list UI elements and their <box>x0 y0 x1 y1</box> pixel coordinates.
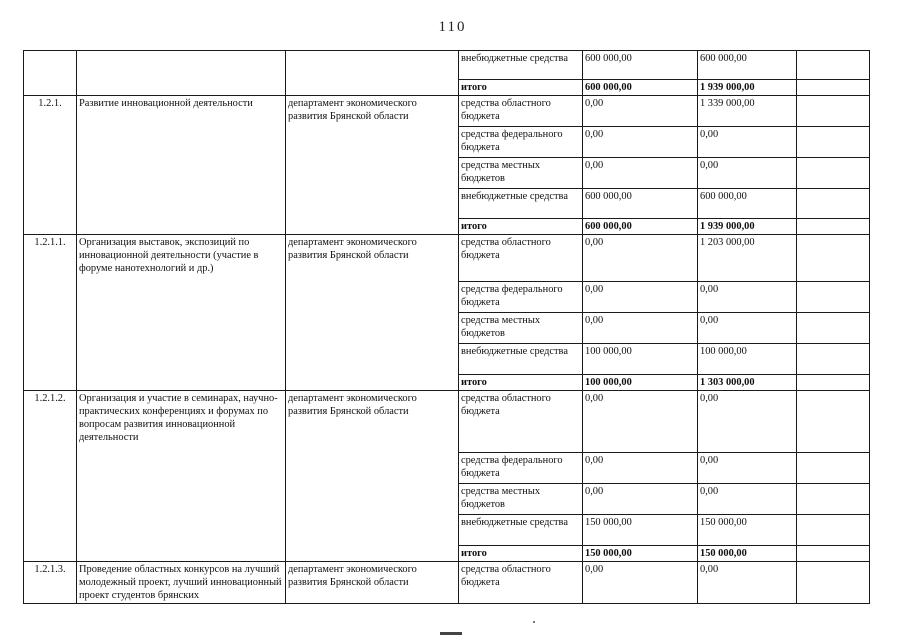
page-number: 110 <box>438 19 467 35</box>
amount-1-cell: 0,00 <box>583 282 698 313</box>
item-number-cell: 1.2.1.1. <box>24 235 77 391</box>
funding-source-cell: внебюджетные средства <box>459 189 583 219</box>
item-number-cell: 1.2.1. <box>24 96 77 235</box>
executor-cell: департамент экономического развития Брянской области <box>286 391 459 562</box>
table-row <box>24 391 870 453</box>
amount-2-cell: 0,00 <box>698 158 797 189</box>
funding-source-cell: средства областного бюджета <box>459 391 583 453</box>
budget-table-body <box>24 51 870 604</box>
executor-cell <box>286 51 459 96</box>
funding-source-cell: итого <box>459 375 583 391</box>
item-title-cell: Организация выставок, экспозиций по инновационной деятельности (участие в форуме нанотехнологий и др.) <box>77 235 286 391</box>
funding-source-cell: средства федерального бюджета <box>459 127 583 158</box>
table-row <box>24 96 870 127</box>
funding-source-cell: средства федерального бюджета <box>459 453 583 484</box>
empty-cell <box>797 453 870 484</box>
funding-source-cell: средства местных бюджетов <box>459 484 583 515</box>
funding-source-cell: средства местных бюджетов <box>459 158 583 189</box>
amount-1-cell: 600 000,00 <box>583 189 698 219</box>
amount-1-cell: 600 000,00 <box>583 219 698 235</box>
item-number-cell: 1.2.1.3. <box>24 562 77 604</box>
item-title-cell: Организация и участие в семинарах, научно-практических конференциях и форумах по вопросам развития инновационной деятельности <box>77 391 286 562</box>
empty-cell <box>797 219 870 235</box>
amount-1-cell: 0,00 <box>583 391 698 453</box>
amount-1-cell: 0,00 <box>583 158 698 189</box>
item-title-cell: Развитие инновационной деятельности <box>77 96 286 235</box>
empty-cell <box>797 96 870 127</box>
amount-2-cell: 0,00 <box>698 127 797 158</box>
amount-2-cell: 600 000,00 <box>698 189 797 219</box>
funding-source-cell: итого <box>459 219 583 235</box>
amount-2-cell: 0,00 <box>698 282 797 313</box>
scan-speck <box>533 621 535 623</box>
page-bottom-mark <box>440 632 462 635</box>
amount-1-cell: 0,00 <box>583 313 698 344</box>
item-title-cell <box>77 51 286 96</box>
empty-cell <box>797 344 870 375</box>
empty-cell <box>797 235 870 282</box>
empty-cell <box>797 375 870 391</box>
amount-2-cell: 1 303 000,00 <box>698 375 797 391</box>
amount-2-cell: 1 203 000,00 <box>698 235 797 282</box>
funding-source-cell: итого <box>459 546 583 562</box>
empty-cell <box>797 546 870 562</box>
funding-source-cell: средства областного бюджета <box>459 235 583 282</box>
amount-2-cell: 0,00 <box>698 391 797 453</box>
amount-2-cell: 1 339 000,00 <box>698 96 797 127</box>
amount-1-cell: 150 000,00 <box>583 546 698 562</box>
amount-1-cell: 0,00 <box>583 235 698 282</box>
empty-cell <box>797 282 870 313</box>
amount-1-cell: 100 000,00 <box>583 375 698 391</box>
empty-cell <box>797 484 870 515</box>
amount-2-cell: 1 939 000,00 <box>698 219 797 235</box>
funding-source-cell: внебюджетные средства <box>459 344 583 375</box>
empty-cell <box>797 391 870 453</box>
amount-1-cell: 0,00 <box>583 96 698 127</box>
amount-2-cell: 600 000,00 <box>698 51 797 80</box>
empty-cell <box>797 80 870 96</box>
item-title-cell: Проведение областных конкурсов на лучший молодежный проект, лучший инновационный проект студентов брянских <box>77 562 286 604</box>
amount-1-cell: 600 000,00 <box>583 80 698 96</box>
funding-source-cell: средства федерального бюджета <box>459 282 583 313</box>
table-row <box>24 51 870 80</box>
amount-2-cell: 150 000,00 <box>698 515 797 546</box>
empty-cell <box>797 51 870 80</box>
funding-source-cell: средства областного бюджета <box>459 562 583 604</box>
funding-source-cell: внебюджетные средства <box>459 51 583 80</box>
amount-2-cell: 0,00 <box>698 484 797 515</box>
empty-cell <box>797 313 870 344</box>
amount-2-cell: 0,00 <box>698 562 797 604</box>
amount-1-cell: 0,00 <box>583 484 698 515</box>
executor-cell: департамент экономического развития Брянской области <box>286 235 459 391</box>
table-row <box>24 235 870 282</box>
amount-1-cell: 0,00 <box>583 453 698 484</box>
amount-2-cell: 1 939 000,00 <box>698 80 797 96</box>
amount-2-cell: 0,00 <box>698 313 797 344</box>
empty-cell <box>797 127 870 158</box>
empty-cell <box>797 562 870 604</box>
executor-cell: департамент экономического развития Брянской области <box>286 562 459 604</box>
amount-1-cell: 0,00 <box>583 562 698 604</box>
funding-source-cell: внебюджетные средства <box>459 515 583 546</box>
empty-cell <box>797 515 870 546</box>
funding-source-cell: средства областного бюджета <box>459 96 583 127</box>
amount-1-cell: 150 000,00 <box>583 515 698 546</box>
table-row <box>24 562 870 604</box>
amount-2-cell: 100 000,00 <box>698 344 797 375</box>
empty-cell <box>797 158 870 189</box>
empty-cell <box>797 189 870 219</box>
amount-1-cell: 600 000,00 <box>583 51 698 80</box>
item-number-cell <box>24 51 77 96</box>
amount-2-cell: 150 000,00 <box>698 546 797 562</box>
budget-table <box>23 50 870 604</box>
amount-1-cell: 0,00 <box>583 127 698 158</box>
amount-1-cell: 100 000,00 <box>583 344 698 375</box>
funding-source-cell: итого <box>459 80 583 96</box>
executor-cell: департамент экономического развития Брянской области <box>286 96 459 235</box>
funding-source-cell: средства местных бюджетов <box>459 313 583 344</box>
amount-2-cell: 0,00 <box>698 453 797 484</box>
item-number-cell: 1.2.1.2. <box>24 391 77 562</box>
